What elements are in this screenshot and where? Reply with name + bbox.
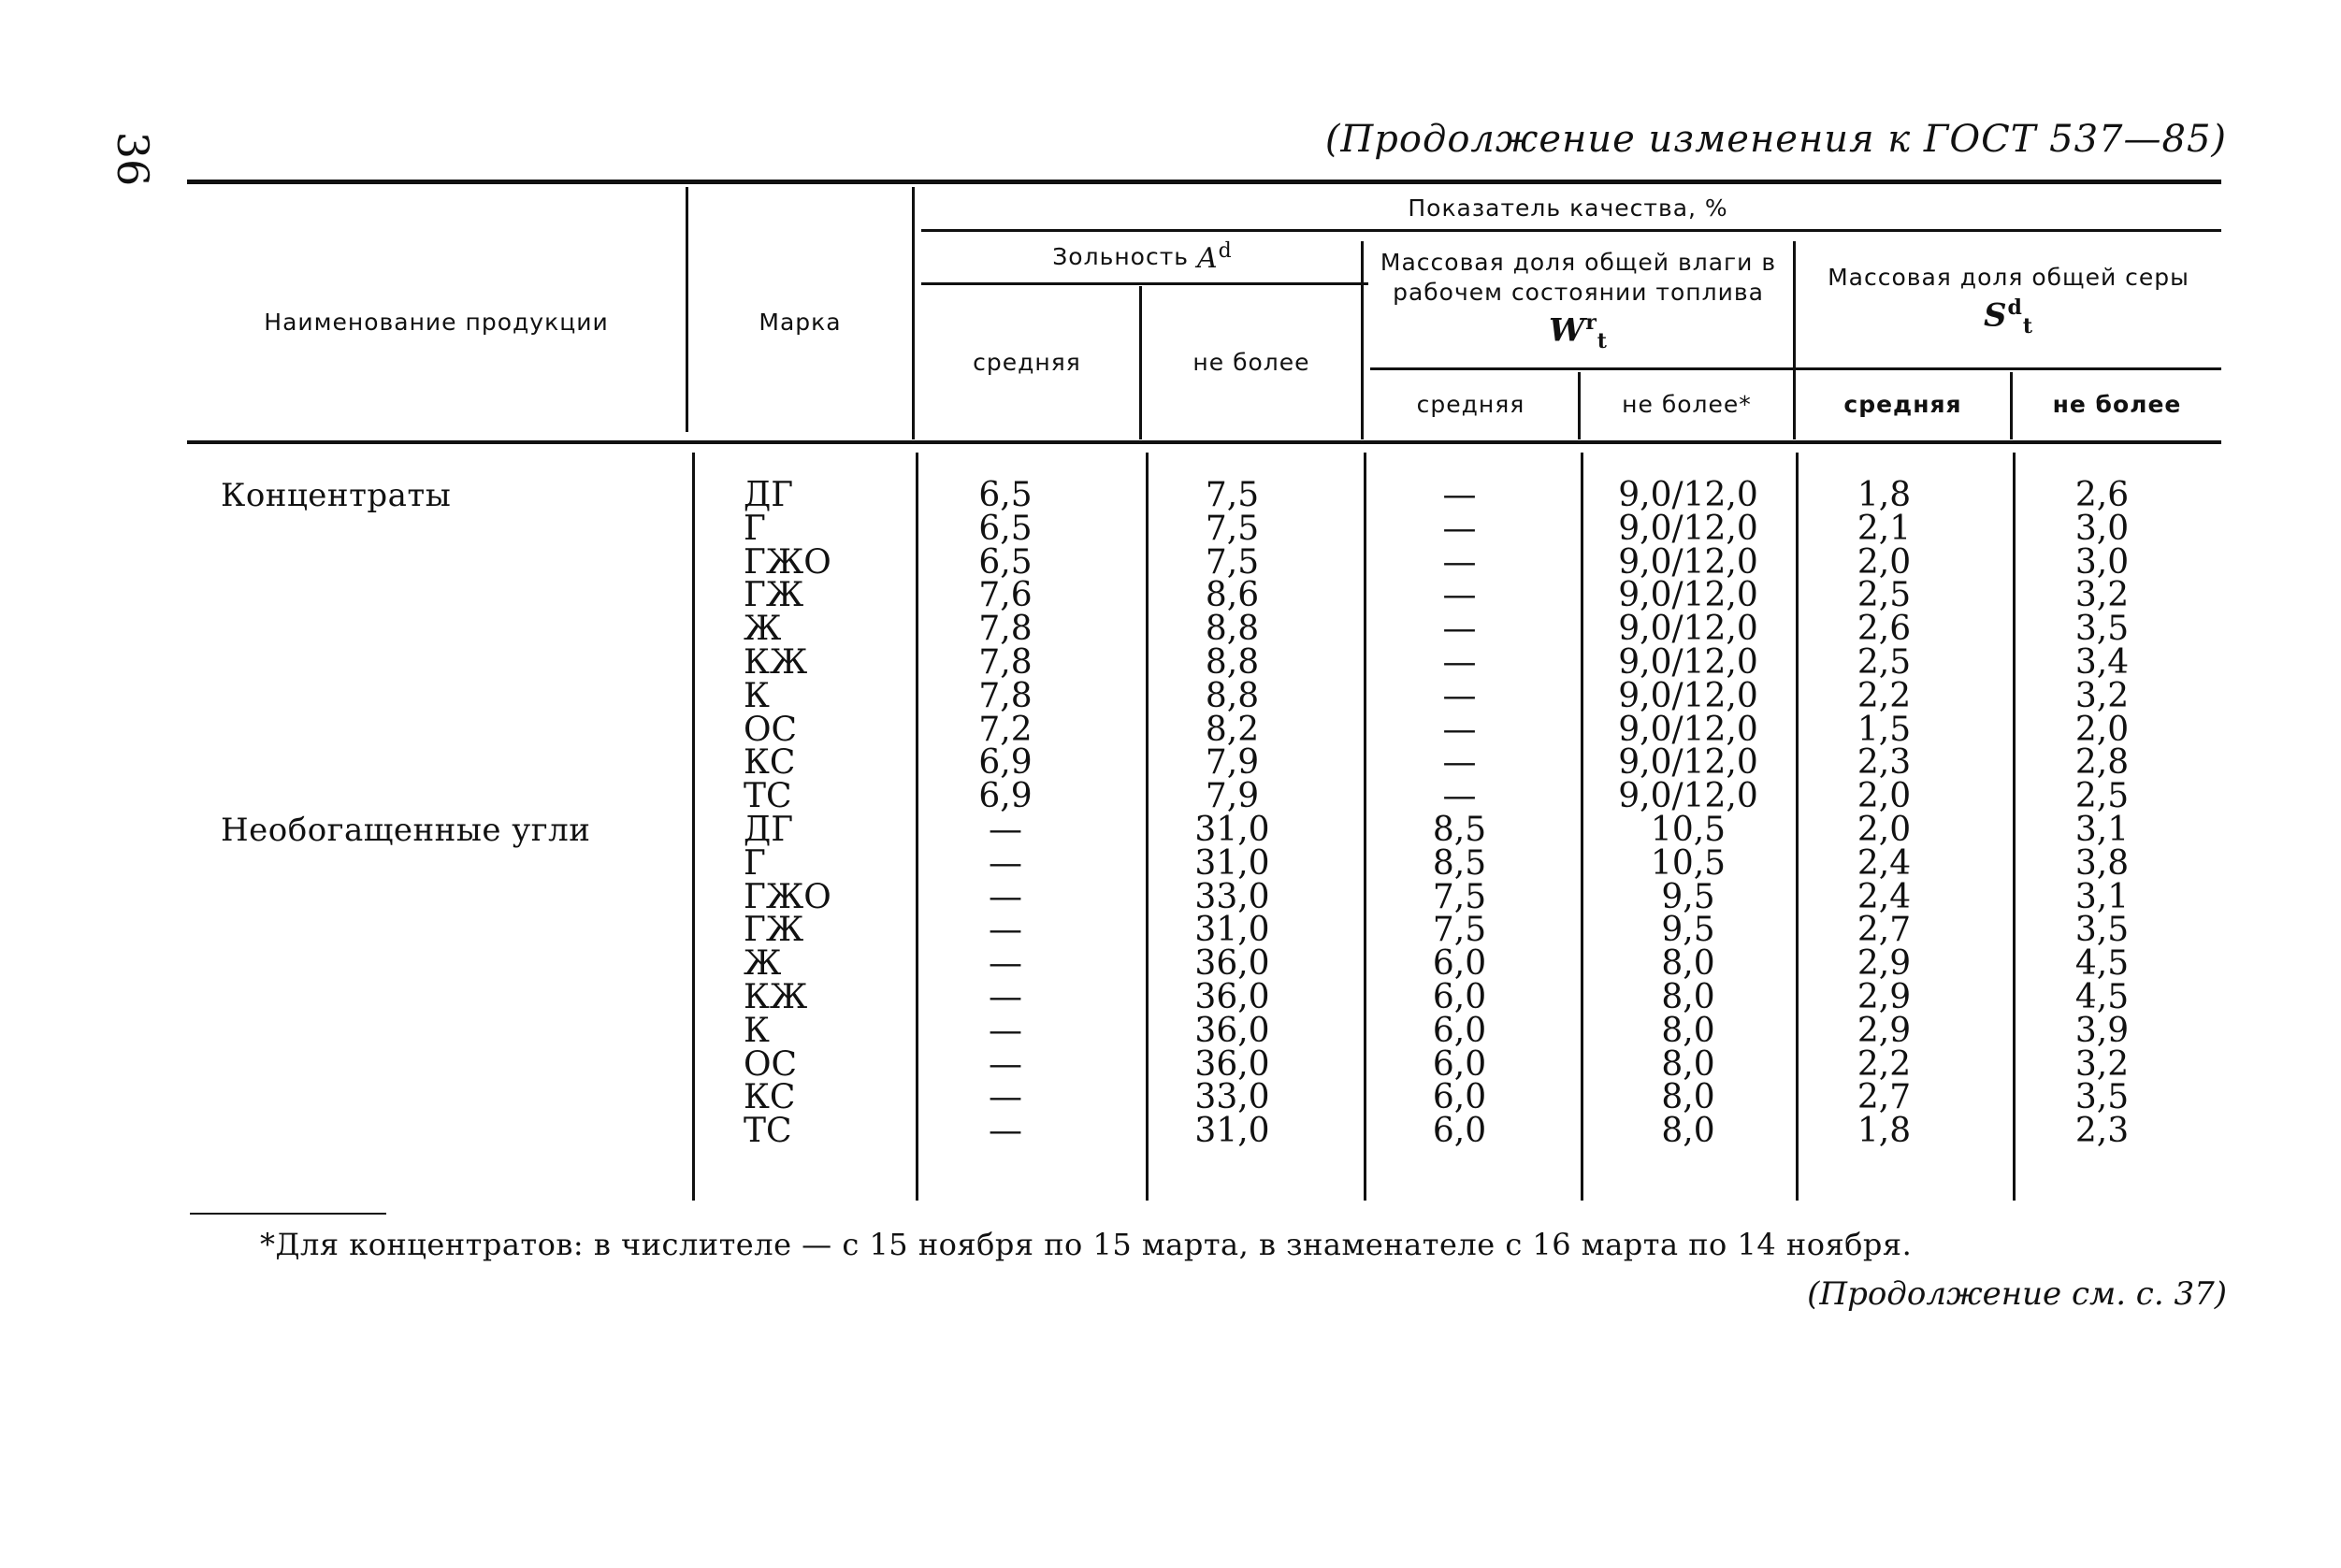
moisture-symbol: W bbox=[1549, 311, 1586, 350]
continuation-header: (Продолжение изменения к ГОСТ 537—85) bbox=[1324, 118, 2227, 161]
moisture-max-cell: 9,5 bbox=[1661, 911, 1715, 950]
sulfur-max-cell: 3,5 bbox=[2074, 911, 2130, 950]
sulfur-max-cell: 2,8 bbox=[2074, 743, 2130, 783]
sulfur-max-cell: 2,3 bbox=[2074, 1112, 2130, 1151]
ash-max-header: не более bbox=[1192, 348, 1310, 376]
sulfur-symbol: S bbox=[1983, 296, 2008, 335]
moisture-avg-cell: 6,0 bbox=[1432, 944, 1487, 984]
moisture-avg-cell: — bbox=[1442, 743, 1477, 783]
sulfur-max-cell: 2,0 bbox=[2074, 710, 2130, 749]
sulfur-max-cell: 3,0 bbox=[2074, 542, 2130, 582]
moisture-max-rule bbox=[1581, 453, 1583, 1201]
ash-avg-cell: — bbox=[989, 877, 1022, 916]
ash-max-cell: 7,5 bbox=[1205, 509, 1260, 548]
sulfur-max-cell: 3,0 bbox=[2074, 509, 2130, 548]
moisture-avg-cell: 6,0 bbox=[1432, 1112, 1487, 1151]
ash-avg-header: средняя bbox=[973, 348, 1081, 376]
moisture-max-cell: 10,5 bbox=[1650, 810, 1727, 849]
grade-cell: ТС bbox=[744, 777, 792, 816]
moisture-max-column bbox=[1604, 476, 1772, 1151]
ash-max-cell: 33,0 bbox=[1194, 877, 1270, 916]
footnote: *Для концентратов: в числителе — с 15 ноября по 15 марта, в знаменателе с 16 марта по 14 ноября. bbox=[260, 1227, 1913, 1262]
ash-symbol: A bbox=[1196, 241, 1219, 275]
sulfur-symbol-group bbox=[1984, 295, 2033, 340]
grade-cell: К bbox=[744, 676, 770, 715]
continued-note: (Продолжение см. с. 37) bbox=[1807, 1275, 2227, 1313]
sulfur-max-cell: 4,5 bbox=[2074, 977, 2130, 1016]
sulfur-max-cell: 4,5 bbox=[2074, 944, 2130, 984]
sulfur-max-cell: 3,5 bbox=[2074, 1078, 2130, 1117]
grade-cell: КЖ bbox=[744, 642, 808, 682]
sulfur-max-cell: 3,2 bbox=[2074, 1044, 2130, 1084]
sulfur-max-cell: 3,2 bbox=[2074, 676, 2130, 715]
ash-max-cell: 8,6 bbox=[1205, 576, 1260, 615]
moisture-avg-cell: — bbox=[1442, 476, 1477, 514]
grade-cell: Ж bbox=[744, 944, 782, 984]
moisture-max-cell: 9,0/12,0 bbox=[1618, 610, 1758, 649]
ash-avg-column bbox=[935, 476, 1076, 1151]
sulfur-column-rule bbox=[1796, 453, 1799, 1201]
ash-avg-cell: — bbox=[989, 1112, 1022, 1151]
sulfur-avg-header: средняя bbox=[1843, 391, 1962, 419]
moisture-max-header: не более* bbox=[1622, 391, 1752, 419]
moisture-max-cell: 9,5 bbox=[1661, 877, 1715, 916]
ash-avg-cell: — bbox=[989, 1078, 1022, 1117]
moisture-avg-cell: — bbox=[1442, 610, 1477, 649]
moisture-avg-cell: 8,5 bbox=[1432, 843, 1487, 883]
sulfur-symbol-sup: d bbox=[2007, 295, 2023, 321]
grade-cell: ГЖО bbox=[744, 542, 831, 582]
sulfur-avg-cell: 2,7 bbox=[1857, 911, 1912, 950]
grade-cell: КС bbox=[744, 1078, 796, 1117]
sulfur-max-cell: 2,6 bbox=[2074, 476, 2130, 514]
ash-avg-cell: 6,5 bbox=[978, 542, 1033, 582]
moisture-avg-cell: — bbox=[1442, 777, 1477, 816]
sulfur-avg-cell: 2,4 bbox=[1857, 843, 1912, 883]
sulfur-max-cell: 3,1 bbox=[2074, 810, 2130, 849]
ash-avg-cell: — bbox=[989, 843, 1022, 883]
ash-avg-cell: 6,9 bbox=[978, 743, 1033, 783]
sulfur-avg-cell: 1,8 bbox=[1857, 1112, 1912, 1151]
moisture-max-cell: 9,0/12,0 bbox=[1618, 542, 1758, 582]
grade-cell: ГЖО bbox=[744, 877, 831, 916]
ash-max-cell: 36,0 bbox=[1194, 1011, 1270, 1050]
sulfur-avg-cell: 2,2 bbox=[1857, 1044, 1912, 1084]
sulfur-max-cell: 3,4 bbox=[2074, 642, 2130, 682]
moisture-max-cell: 8,0 bbox=[1661, 1078, 1715, 1117]
quality-indicator-rule bbox=[921, 229, 2221, 232]
ash-avg-cell: 7,8 bbox=[978, 610, 1033, 649]
sulfur-avg-cell: 2,0 bbox=[1857, 777, 1912, 816]
sulfur-avg-cell: 2,1 bbox=[1857, 509, 1912, 548]
ash-avg-cell: 7,8 bbox=[978, 642, 1033, 682]
ash-max-cell: 7,5 bbox=[1205, 542, 1260, 582]
moisture-max-cell: 8,0 bbox=[1661, 977, 1715, 1016]
grade-cell: ТС bbox=[744, 1112, 792, 1151]
sulfur-avg-cell: 2,9 bbox=[1857, 1011, 1912, 1050]
ash-max-cell: 36,0 bbox=[1194, 977, 1270, 1016]
moisture-avg-cell: 6,0 bbox=[1432, 1044, 1487, 1084]
sulfur-avg-column bbox=[1812, 476, 1957, 1151]
grade-cell: ДГ bbox=[744, 476, 794, 514]
moisture-avg-cell: — bbox=[1442, 509, 1477, 548]
ash-max-cell: 8,8 bbox=[1205, 610, 1260, 649]
ash-avg-cell: — bbox=[989, 1044, 1022, 1084]
ash-label: Зольность bbox=[1052, 243, 1189, 271]
moisture-symbol-sup: r bbox=[1585, 309, 1597, 335]
moisture-column-rule bbox=[1364, 453, 1366, 1201]
grade-cell: Г bbox=[744, 509, 766, 548]
moisture-symbol-sub: t bbox=[1597, 329, 1608, 354]
moisture-avg-cell: — bbox=[1442, 542, 1477, 582]
ash-max-cell: 31,0 bbox=[1194, 1112, 1270, 1151]
group-name-concentrates: Концентраты bbox=[221, 477, 452, 514]
ash-max-cell: 31,0 bbox=[1194, 810, 1270, 849]
grade-cell: К bbox=[744, 1011, 770, 1050]
ash-avg-cell: — bbox=[989, 977, 1022, 1016]
sulfur-max-cell: 3,5 bbox=[2074, 610, 2130, 649]
ash-avg-cell: 6,9 bbox=[978, 777, 1033, 816]
grade-column-rule bbox=[692, 453, 695, 1201]
product-column-header: Наименование продукции bbox=[264, 309, 609, 337]
sulfur-max-column bbox=[2030, 476, 2175, 1151]
ash-max-cell: 7,9 bbox=[1205, 743, 1260, 783]
moisture-max-cell: 8,0 bbox=[1661, 944, 1715, 984]
moisture-max-cell: 8,0 bbox=[1661, 1112, 1715, 1151]
moisture-max-cell: 8,0 bbox=[1661, 1044, 1715, 1084]
ash-column-rule bbox=[916, 453, 918, 1201]
moisture-avg-cell: — bbox=[1442, 710, 1477, 749]
moisture-avg-cell: — bbox=[1442, 642, 1477, 682]
moisture-avg-cell: 6,0 bbox=[1432, 1078, 1487, 1117]
sulfur-avg-cell: 2,0 bbox=[1857, 542, 1912, 582]
sulfur-avg-cell: 2,5 bbox=[1857, 642, 1912, 682]
ash-max-cell: 7,9 bbox=[1205, 777, 1260, 816]
sulfur-symbol-sub: t bbox=[2022, 314, 2034, 339]
moisture-avg-cell: — bbox=[1442, 576, 1477, 615]
grade-cell: ДГ bbox=[744, 810, 794, 849]
sulfur-avg-cell: 2,5 bbox=[1857, 576, 1912, 615]
moisture-max-cell: 9,0/12,0 bbox=[1618, 777, 1758, 816]
table-header-bottom-rule bbox=[187, 440, 2221, 444]
sulfur-avg-cell: 2,9 bbox=[1857, 977, 1912, 1016]
ash-max-cell: 7,5 bbox=[1205, 476, 1260, 514]
table-top-rule bbox=[187, 180, 2221, 184]
ash-max-cell: 36,0 bbox=[1194, 1044, 1270, 1084]
sulfur-avg-cell: 1,8 bbox=[1857, 476, 1912, 514]
sulfur-max-header: не более bbox=[2052, 391, 2182, 419]
moisture-avg-cell: 6,0 bbox=[1432, 1011, 1487, 1050]
moisture-avg-cell: 7,5 bbox=[1432, 911, 1487, 950]
ash-avg-cell: 6,5 bbox=[978, 476, 1033, 514]
sulfur-max-cell: 3,8 bbox=[2074, 843, 2130, 883]
moisture-max-cell: 9,0/12,0 bbox=[1618, 642, 1758, 682]
grade-cell: КЖ bbox=[744, 977, 808, 1016]
grade-column bbox=[744, 476, 893, 1151]
moisture-avg-header: средняя bbox=[1416, 391, 1525, 419]
ash-max-cell: 31,0 bbox=[1194, 911, 1270, 950]
sulfur-avg-cell: 2,6 bbox=[1857, 610, 1912, 649]
moisture-avg-cell: 7,5 bbox=[1432, 877, 1487, 916]
moisture-max-cell: 10,5 bbox=[1650, 843, 1727, 883]
ash-symbol-sup: d bbox=[1218, 238, 1233, 263]
quality-indicator-header: Показатель качества, % bbox=[1408, 194, 1728, 222]
grade-cell: ОС bbox=[744, 1044, 798, 1084]
ash-avg-cell: — bbox=[989, 1011, 1022, 1050]
grade-column-header: Марка bbox=[759, 309, 842, 337]
ash-max-cell: 36,0 bbox=[1194, 944, 1270, 984]
sulfur-avg-cell: 2,4 bbox=[1857, 877, 1912, 916]
ash-avg-cell: 6,5 bbox=[978, 509, 1033, 548]
sulfur-max-cell: 3,9 bbox=[2074, 1011, 2130, 1050]
moisture-symbol-group bbox=[1549, 310, 1608, 355]
sulfur-max-cell: 3,1 bbox=[2074, 877, 2130, 916]
ash-avg-cell: 7,2 bbox=[978, 710, 1033, 749]
moisture-avg-cell: 8,5 bbox=[1432, 810, 1487, 849]
sulfur-avg-cell: 2,7 bbox=[1857, 1078, 1912, 1117]
moisture-max-cell: 9,0/12,0 bbox=[1618, 509, 1758, 548]
moisture-max-cell: 9,0/12,0 bbox=[1618, 476, 1758, 514]
page-number: 36 bbox=[108, 131, 158, 187]
footnote-rule bbox=[190, 1213, 386, 1215]
sulfur-avg-cell: 2,0 bbox=[1857, 810, 1912, 849]
sulfur-label: Массовая доля общей серы bbox=[1828, 264, 2189, 292]
grade-cell: ГЖ bbox=[744, 911, 804, 950]
sulfur-max-rule bbox=[2013, 453, 2016, 1201]
ash-avg-cell: — bbox=[989, 810, 1022, 849]
moisture-avg-cell: — bbox=[1442, 676, 1477, 715]
moisture-avg-column bbox=[1382, 476, 1537, 1151]
moisture-header bbox=[1364, 238, 1793, 365]
ash-max-rule bbox=[1146, 453, 1149, 1201]
group-name-raw-coal: Необогащенные угли bbox=[221, 812, 591, 849]
ash-header bbox=[915, 234, 1370, 281]
sulfur-max-cell: 3,2 bbox=[2074, 576, 2130, 615]
ash-avg-cell: — bbox=[989, 911, 1022, 950]
ash-max-cell: 8,8 bbox=[1205, 642, 1260, 682]
moisture-max-cell: 9,0/12,0 bbox=[1618, 676, 1758, 715]
moisture-avg-cell: 6,0 bbox=[1432, 977, 1487, 1016]
grade-cell: ОС bbox=[744, 710, 798, 749]
sulfur-avg-cell: 2,9 bbox=[1857, 944, 1912, 984]
moisture-max-cell: 9,0/12,0 bbox=[1618, 710, 1758, 749]
moisture-label: Массовая доля общей влаги в рабочем состоянии топлива bbox=[1380, 249, 1777, 306]
ash-max-cell: 8,8 bbox=[1205, 676, 1260, 715]
ash-max-cell: 31,0 bbox=[1194, 843, 1270, 883]
sulfur-header bbox=[1796, 238, 2221, 365]
ash-avg-cell: — bbox=[989, 944, 1022, 984]
sulfur-avg-cell: 2,3 bbox=[1857, 743, 1912, 783]
moisture-max-cell: 8,0 bbox=[1661, 1011, 1715, 1050]
moisture-max-cell: 9,0/12,0 bbox=[1618, 576, 1758, 615]
ash-max-cell: 8,2 bbox=[1205, 710, 1260, 749]
ash-max-cell: 33,0 bbox=[1194, 1078, 1270, 1117]
sulfur-avg-cell: 2,2 bbox=[1857, 676, 1912, 715]
moisture-max-cell: 9,0/12,0 bbox=[1618, 743, 1758, 783]
ash-avg-cell: 7,8 bbox=[978, 676, 1033, 715]
sulfur-max-cell: 2,5 bbox=[2074, 777, 2130, 816]
grade-cell: Ж bbox=[744, 610, 782, 649]
grade-cell: КС bbox=[744, 743, 796, 783]
sulfur-avg-cell: 1,5 bbox=[1857, 710, 1912, 749]
ash-max-column bbox=[1160, 476, 1305, 1151]
grade-cell: ГЖ bbox=[744, 576, 804, 615]
ash-avg-cell: 7,6 bbox=[978, 576, 1033, 615]
grade-cell: Г bbox=[744, 843, 766, 883]
